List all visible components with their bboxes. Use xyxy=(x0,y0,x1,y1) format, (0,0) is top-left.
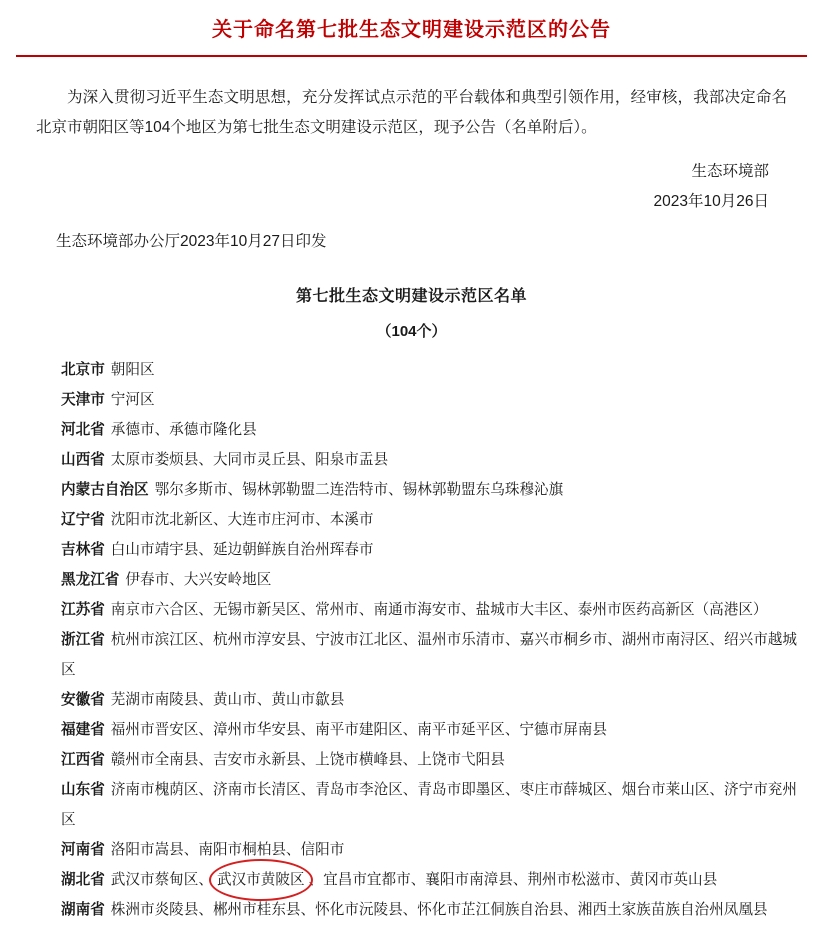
list-title: 第七批生态文明建设示范区名单 xyxy=(295,288,527,305)
highlighted-district[interactable] xyxy=(213,865,309,895)
province-name: 辽宁省 xyxy=(61,512,105,528)
province-name: 山东省 xyxy=(61,782,105,798)
province-name: 河北省 xyxy=(61,422,105,438)
province-districts: 芜湖市南陵县、黄山市、黄山市歙县 xyxy=(110,692,345,708)
document-body xyxy=(0,83,823,925)
list-item xyxy=(26,715,797,745)
province-list xyxy=(26,355,797,925)
province-districts: 福州市晋安区、漳州市华安县、南平市建阳区、南平市延平区、宁德市屏南县 xyxy=(110,722,607,738)
province-districts: 杭州市滨江区、杭州市淳安县、宁波市江北区、温州市乐清市、嘉兴市桐乡市、湖州市南浔区、绍兴市越城区 xyxy=(61,632,797,678)
signature-block xyxy=(26,157,797,217)
province-name: 福建省 xyxy=(61,722,105,738)
list-item xyxy=(26,835,797,865)
list-item xyxy=(26,625,797,685)
province-districts: 赣州市全南县、吉安市永新县、上饶市横峰县、上饶市弋阳县 xyxy=(110,752,505,768)
list-item-highlighted xyxy=(26,865,797,895)
province-name: 天津市 xyxy=(61,392,105,408)
province-districts: 南京市六合区、无锡市新吴区、常州市、南通市海安市、盐城市大丰区、泰州市医药高新区（高港区） xyxy=(110,602,768,618)
province-districts: 宁河区 xyxy=(110,392,155,408)
issuer-organization: 生态环境部 xyxy=(691,163,769,180)
province-name: 湖南省 xyxy=(61,902,105,918)
province-name: 山西省 xyxy=(61,452,105,468)
list-item xyxy=(26,775,797,835)
province-districts: 株洲市炎陵县、郴州市桂东县、怀化市沅陵县、怀化市芷江侗族自治县、湘西土家族苗族自治州凤凰县 xyxy=(110,902,768,918)
province-districts: 沈阳市沈北新区、大连市庄河市、本溪市 xyxy=(110,512,374,528)
list-item xyxy=(26,685,797,715)
province-name: 河南省 xyxy=(61,842,105,858)
list-item xyxy=(26,745,797,775)
list-item xyxy=(26,445,797,475)
province-name: 吉林省 xyxy=(61,542,105,558)
province-name: 黑龙江省 xyxy=(61,572,120,588)
page-title: 关于命名第七批生态文明建设示范区的公告 xyxy=(212,19,611,41)
list-item xyxy=(26,475,797,505)
province-districts: 太原市娄烦县、大同市灵丘县、阳泉市盂县 xyxy=(110,452,389,468)
province-name: 北京市 xyxy=(61,362,105,378)
list-item xyxy=(26,355,797,385)
province-name: 内蒙古自治区 xyxy=(61,482,149,498)
province-districts: 承德市、承德市隆化县 xyxy=(110,422,257,438)
province-districts-before: 武汉市蔡甸区、 xyxy=(110,872,213,888)
list-item xyxy=(26,595,797,625)
title-divider xyxy=(16,55,807,57)
province-districts: 伊春市、大兴安岭地区 xyxy=(125,572,272,588)
list-item xyxy=(26,385,797,415)
province-name: 安徽省 xyxy=(61,692,105,708)
list-item xyxy=(26,505,797,535)
list-item xyxy=(26,415,797,445)
province-name: 湖北省 xyxy=(61,872,105,888)
issue-date: 2023年10月26日 xyxy=(653,193,769,210)
announcement-paragraph: 为深入贯彻习近平生态文明思想，充分发挥试点示范的平台载体和典型引领作用，经审核，我部决定命名北京市朝阳区等104个地区为第七批生态文明建设示范区，现予公告（名单附后）。 xyxy=(36,89,787,136)
print-note: 生态环境部办公厅2023年10月27日印发 xyxy=(56,233,327,250)
province-districts: 白山市靖宇县、延边朝鲜族自治州珲春市 xyxy=(110,542,374,558)
list-item xyxy=(26,895,797,925)
province-districts-after: 、宜昌市宜都市、襄阳市南漳县、荆州市松滋市、黄冈市英山县 xyxy=(308,872,718,888)
province-districts: 洛阳市嵩县、南阳市桐柏县、信阳市 xyxy=(110,842,345,858)
highlighted-district-label: 武汉市黄陂区 xyxy=(216,872,305,888)
province-name: 江苏省 xyxy=(61,602,105,618)
province-districts: 鄂尔多斯市、锡林郭勒盟二连浩特市、锡林郭勒盟东乌珠穆沁旗 xyxy=(154,482,564,498)
list-item xyxy=(26,565,797,595)
province-name: 浙江省 xyxy=(61,632,105,648)
list-item xyxy=(26,535,797,565)
province-districts: 朝阳区 xyxy=(110,362,155,378)
list-count: （104个） xyxy=(376,323,447,340)
province-districts: 济南市槐荫区、济南市长清区、青岛市李沧区、青岛市即墨区、枣庄市薛城区、烟台市莱山区、济宁市兖州区 xyxy=(61,782,797,828)
province-name: 江西省 xyxy=(61,752,105,768)
